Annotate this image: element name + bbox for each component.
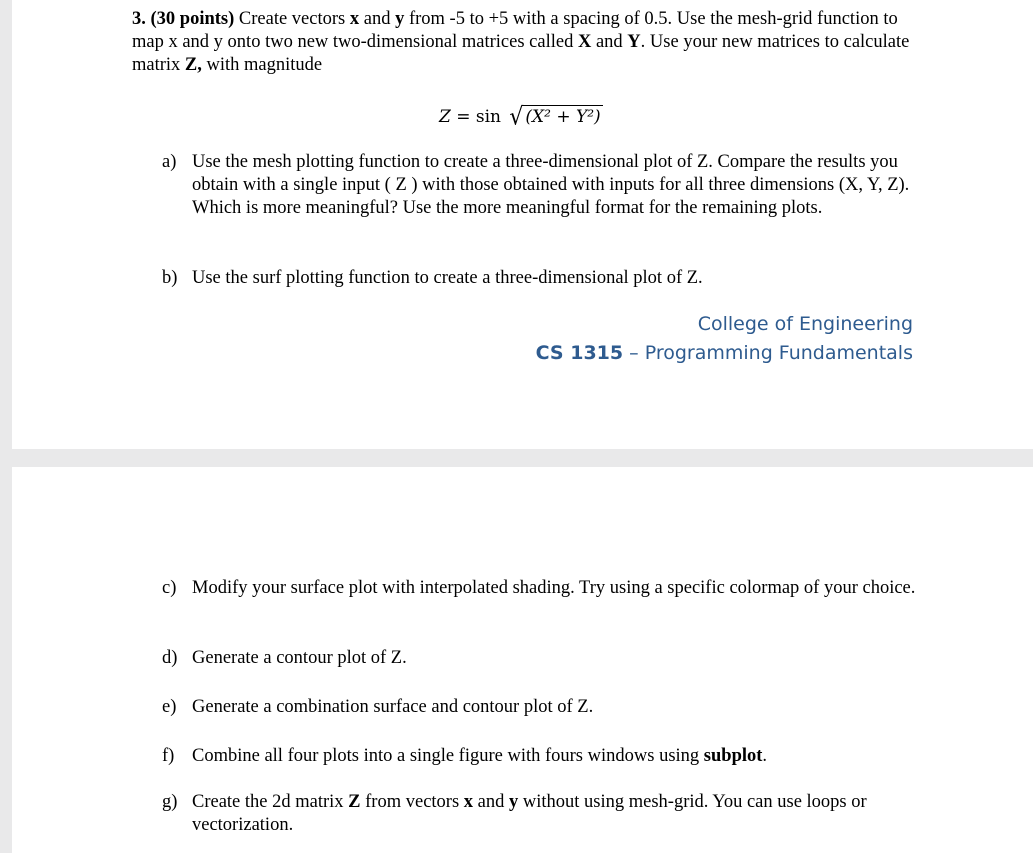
item-text: Generate a contour plot of Z. (192, 648, 407, 668)
item-label: b) (162, 268, 178, 288)
problem-points: (30 points) (150, 9, 235, 29)
var-X: X (577, 32, 592, 52)
problem-text: with magnitude (201, 55, 323, 75)
document-page-2 (12, 467, 1033, 853)
course-title (536, 339, 913, 368)
var-x: x (349, 9, 360, 29)
list-item-e (162, 696, 922, 719)
formula-radicand: (X² + Y²) (525, 107, 601, 127)
list-item-d (162, 647, 922, 670)
document-page-1 (12, 0, 1033, 449)
var-Y: Y (627, 32, 641, 52)
item-text-part: without using mesh-grid. You can use loops or vectorization. (192, 792, 867, 835)
formula-lhs: Z (439, 107, 451, 127)
problem-text: . Use your new matrices to calculate matrix (132, 32, 910, 75)
course-code: CS 1315 (535, 342, 624, 364)
var-Z: Z (348, 792, 361, 812)
item-label: g) (162, 792, 178, 812)
item-text-part: Combine all four plots into a single figure with fours windows using (192, 746, 704, 766)
list-item-b (162, 267, 922, 290)
var-x: x (463, 792, 474, 812)
formula-eq: = sin (450, 107, 507, 127)
item-label: e) (162, 697, 177, 717)
item-label: f) (162, 746, 175, 766)
item-text (192, 791, 922, 837)
var-y: y (509, 792, 519, 812)
item-label: d) (162, 648, 178, 668)
formula (439, 103, 603, 132)
item-text: Use the mesh plotting function to create a three-dimensional plot of Z. Compare the results you obtain with a single input ( Z ) with those obtained with inputs for all three dimensions (X, Y, Z). Which is more meaningful? Use the more meaningful format for the remaining plots. (192, 152, 910, 218)
item-text: Generate a combination surface and contour plot of Z. (192, 697, 594, 717)
course-name: – Programming Fundamentals (623, 342, 913, 364)
radical-sign: √ (509, 103, 524, 132)
problem-text: and (591, 32, 628, 52)
list-item-c (162, 577, 922, 600)
item-label: a) (162, 152, 177, 172)
item-text-part: from vectors (360, 792, 464, 812)
item-text-part: Create the 2d matrix (192, 792, 349, 812)
list-item-f (162, 745, 922, 768)
list-item-a (162, 151, 922, 220)
item-text-part: . (762, 746, 768, 766)
problem-text: and (359, 9, 396, 29)
var-Z: Z, (184, 55, 202, 75)
item-text: Use the surf plotting function to create a three-dimensional plot of Z. (192, 268, 703, 288)
problem-text: from -5 to +5 with a spacing of 0.5. Use the mesh-grid function to map x and y onto two new two-dimensional matrices called (132, 9, 898, 52)
item-text (192, 745, 922, 768)
item-text: Modify your surface plot with interpolated shading. Try using a specific colormap of your choice. (192, 578, 916, 598)
college-header (536, 310, 913, 368)
problem-statement (132, 8, 922, 77)
college-name: College of Engineering (697, 313, 913, 335)
var-y: y (395, 9, 405, 29)
list-item-g (162, 791, 922, 837)
problem-number: 3. (132, 9, 146, 29)
item-label: c) (162, 578, 177, 598)
problem-text: Create vectors (234, 9, 350, 29)
subplot-keyword: subplot (703, 746, 763, 766)
item-text-part: and (473, 792, 509, 812)
